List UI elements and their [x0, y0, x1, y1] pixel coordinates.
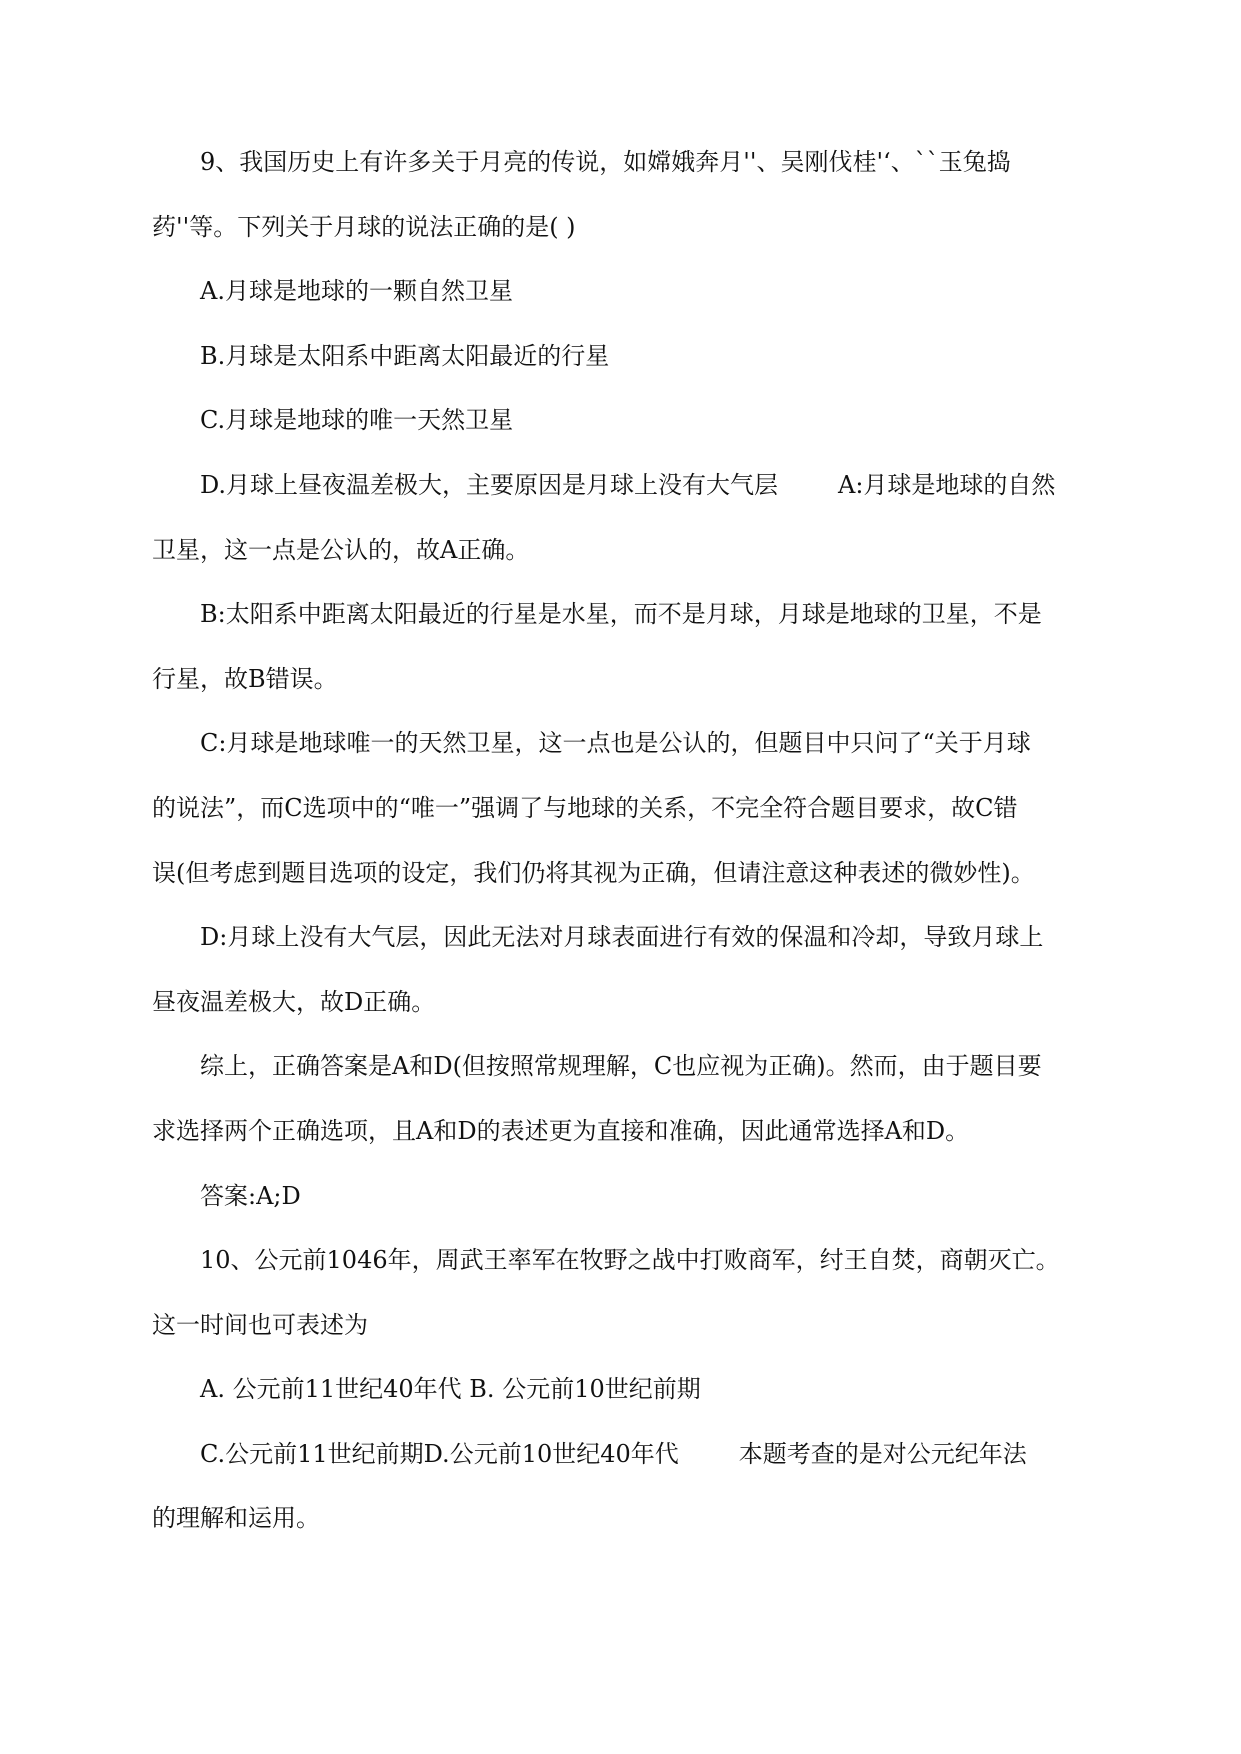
text-run: 卫星，这一点是公认的，故A正确。 — [152, 535, 530, 564]
text-run: 10、公元前1046年，周武王率军在牧野之战中打败商军，纣王自焚，商朝灭亡。 — [200, 1246, 1060, 1275]
document-body — [152, 146, 1090, 1567]
text-run: 的理解和运用。 — [152, 1504, 320, 1533]
text-run: 误(但考虑到题目选项的设定，我们仍将其视为正确，但请注意这种表述的微妙性)。 — [152, 858, 1035, 887]
question-9-line-2 — [152, 211, 1090, 276]
text-run: A. 公元前11世纪40年代 B. 公元前10世纪前期 — [200, 1375, 701, 1404]
explanation-c-line-3 — [152, 857, 1090, 922]
text-run: 本题考查的是对公元纪年法 — [738, 1439, 1027, 1468]
question-9-option-c — [152, 404, 1090, 469]
text-run: 9、我国历史上有许多关于月亮的传说，如嫦娥奔月''、吴刚伐桂'‘、``玉兔捣 — [200, 148, 1011, 176]
text-run: D.月球上昼夜温差极大，主要原因是月球上没有大气层 — [200, 470, 779, 499]
question-10-line-1 — [152, 1244, 1090, 1309]
answer-line — [152, 1180, 1090, 1245]
text-run: C:月球是地球唯一的天然卫星，这一点也是公认的，但题目中只问了“关于月球 — [200, 729, 1031, 758]
explanation-b-line-1 — [152, 598, 1090, 663]
explanation-b-line-2 — [152, 663, 1090, 728]
explanation-d-line-2 — [152, 986, 1090, 1051]
text-run: 求选择两个正确选项，且A和D的表述更为直接和准确，因此通常选择A和D。 — [152, 1116, 970, 1145]
explanation-d-line-1 — [152, 921, 1090, 986]
question-9-option-b — [152, 340, 1090, 405]
text-run: C.月球是地球的唯一天然卫星 — [200, 406, 514, 435]
text-run: A:月球是地球的自然 — [838, 470, 1056, 499]
text-run: 答案:A;D — [200, 1181, 301, 1210]
text-run: 行星，故B错误。 — [152, 664, 338, 693]
question-9-option-d — [152, 469, 1090, 534]
explanation-c-line-2 — [152, 792, 1090, 857]
text-run: C.公元前11世纪前期D.公元前10世纪40年代 — [200, 1439, 679, 1468]
summary-line-1 — [152, 1050, 1090, 1115]
text-run: A.月球是地球的一颗自然卫星 — [200, 277, 513, 306]
summary-line-2 — [152, 1115, 1090, 1180]
question-9-line-1 — [152, 146, 1090, 211]
text-run: 昼夜温差极大，故D正确。 — [152, 987, 436, 1016]
text-run: 综上，正确答案是A和D(但按照常规理解，C也应视为正确)。然而，由于题目要 — [200, 1052, 1042, 1081]
explanation-a-line-2 — [152, 534, 1090, 599]
text-run: 这一时间也可表述为 — [152, 1310, 368, 1339]
text-run: B.月球是太阳系中距离太阳最近的行星 — [200, 341, 610, 370]
question-10-options-ab — [152, 1373, 1090, 1438]
text-run: 的说法”，而C选项中的“唯一”强调了与地球的关系，不完全符合题目要求，故C错 — [152, 793, 1018, 822]
question-10-explanation-line-2 — [152, 1502, 1090, 1567]
question-9-option-a — [152, 275, 1090, 340]
text-run: D:月球上没有大气层，因此无法对月球表面进行有效的保温和冷却，导致月球上 — [200, 923, 1044, 952]
explanation-c-line-1 — [152, 727, 1090, 792]
question-10-line-2 — [152, 1309, 1090, 1374]
text-run: 药''等。下列关于月球的说法正确的是( ) — [152, 212, 576, 241]
question-10-options-cd — [152, 1438, 1090, 1503]
text-run: B:太阳系中距离太阳最近的行星是水星，而不是月球，月球是地球的卫星，不是 — [200, 600, 1042, 629]
